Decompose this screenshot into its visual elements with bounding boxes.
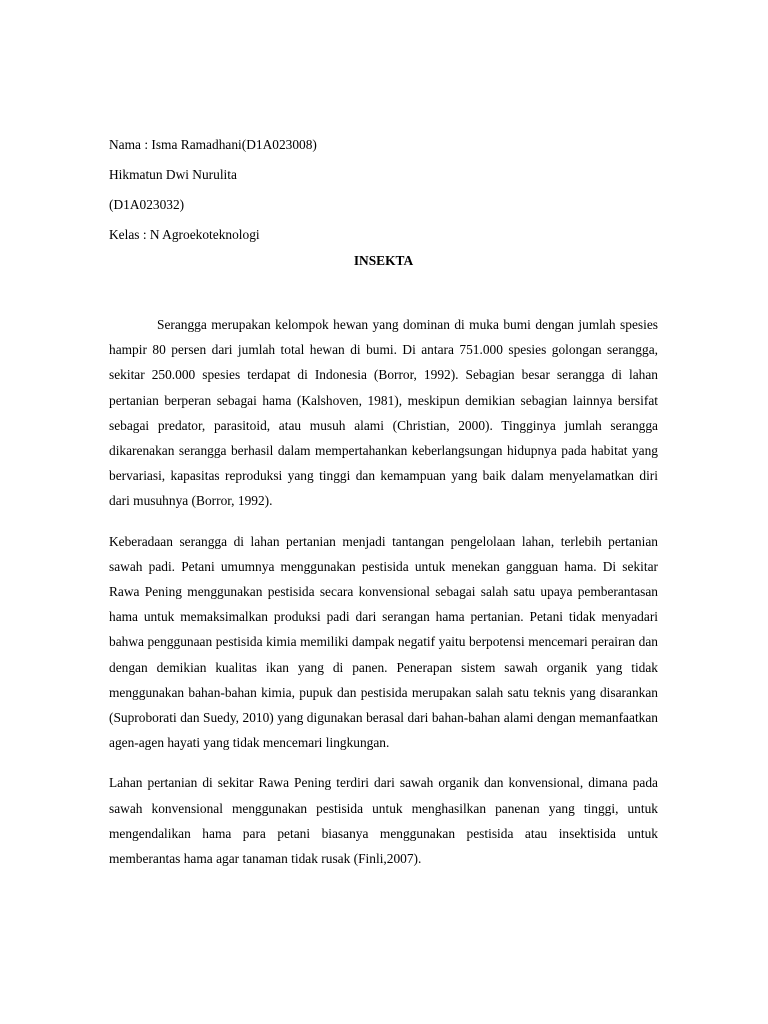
paragraph-3: Lahan pertanian di sekitar Rawa Pening terdiri dari sawah organik dan konvensional, dimana pada sawah konvensional menggunakan pestisida untuk menghasilkan panenan yang tinggi, untuk mengendalikan hama para petani biasanya menggunakan pestisida atau insektisida untuk memberantas hama agar tanaman tidak rusak (Finli,2007). xyxy=(109,775,658,867)
document-title: INSEKTA xyxy=(353,253,414,268)
author-name-line: Nama : Isma Ramadhani(D1A023008) xyxy=(109,137,317,152)
paragraph-1: Serangga merupakan kelompok hewan yang dominan di muka bumi dengan jumlah spesies hampir 80 persen dari jumlah total hewan di bumi. Di antara 751.000 spesies golongan serangga, sekitar 250.000 spesies terdapat di Indonesia (Borror, 1992). Sebagian besar serangga di lahan pertanian berperan sebagai hama (Kalshoven, 1981), meskipun demikian sebagian lainnya bersifat sebagai predator, parasitoid, atau musuh alami (Christian, 2000). Tingginya jumlah serangga dikarenakan serangga berhasil dalam mempertahankan keberlangsungan hidupnya pada habitat yang bervariasi, kapasitas reproduksi yang tinggi dan kemampuan yang baik dalam menyelamatkan diri dari musuhnya (Borror, 1992). xyxy=(109,317,658,509)
paragraph-2: Keberadaan serangga di lahan pertanian menjadi tantangan pengelolaan lahan, terlebih pertanian sawah padi. Petani umumnya menggunakan pestisida untuk menekan gangguan hama. Di sekitar Rawa Pening menggunakan pestisida secara konvensional sebagai salah satu upaya pemberantasan hama untuk memaksimalkan produksi padi dari serangan hama pertanian. Petani tidak menyadari bahwa penggunaan pestisida kimia memiliki dampak negatif yaitu berpotensi mencemari perairan dan dengan demikian kualitas ikan yang di panen. Penerapan sistem sawah organik yang tidak menggunakan bahan-bahan kimia, pupuk dan pestisida merupakan salah satu teknis yang disarankan (Suproborati dan Suedy, 2010) yang digunakan berasal dari bahan-bahan alami dengan memanfaatkan agen-agen hayati yang tidak mencemari lingkungan. xyxy=(109,533,658,751)
document-body xyxy=(109,135,658,871)
second-author-id: (D1A023032) xyxy=(109,197,185,212)
class-line: Kelas : N Agroekoteknologi xyxy=(109,227,260,242)
second-author-name: Hikmatun Dwi Nurulita xyxy=(109,167,237,182)
